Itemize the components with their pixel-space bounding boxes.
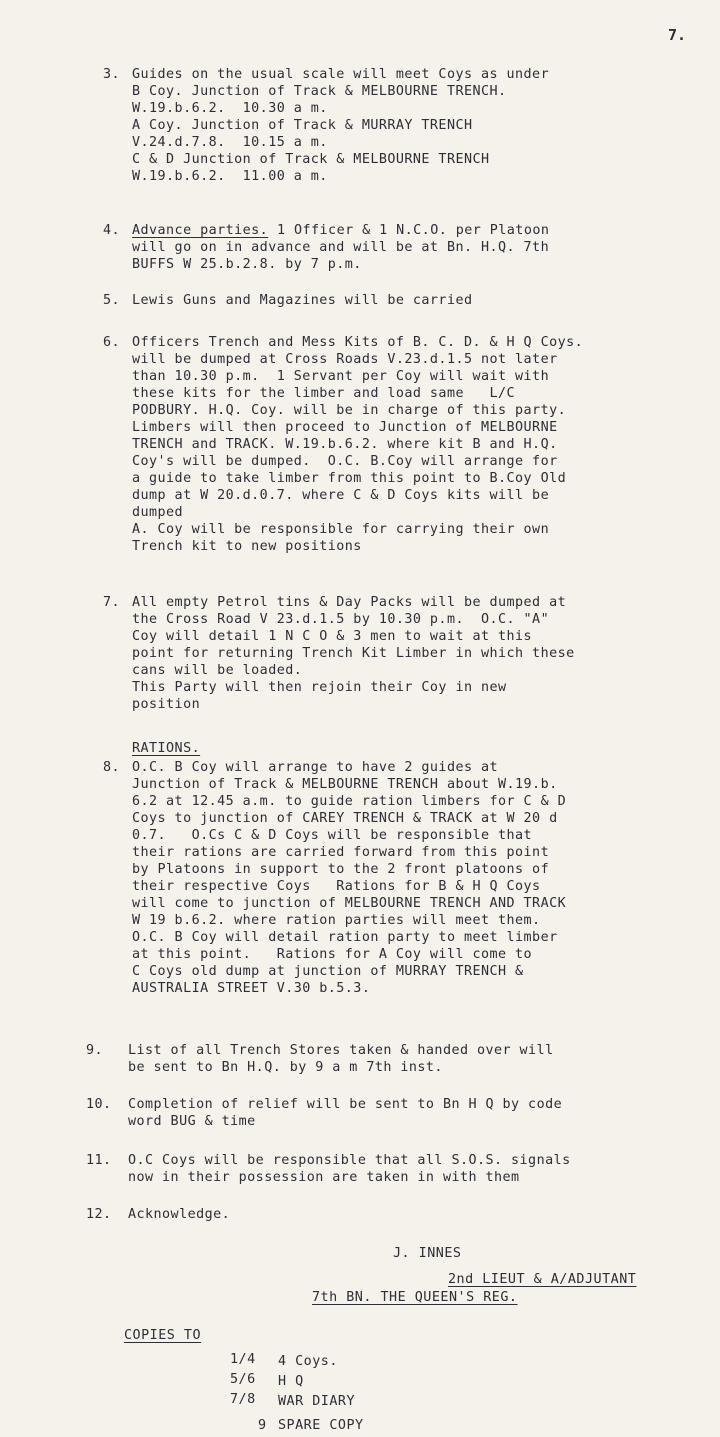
item-text-line: dump at W 20.d.0.7. where C & D Coys kits will be	[132, 488, 550, 503]
item-text-line: a guide to take limber from this point to B.Coy Old	[132, 471, 567, 486]
item-text-line: word BUG & time	[128, 1114, 256, 1129]
item-text-line: Guides on the usual scale will meet Coys as under	[132, 67, 550, 82]
item-number: 5.	[103, 293, 121, 308]
copies-heading: COPIES TO	[124, 1328, 202, 1343]
item-text-line: Limbers will then proceed to Junction of MELBOURNE	[132, 420, 558, 435]
signature-rank: 2nd LIEUT & A/ADJUTANT	[448, 1272, 637, 1287]
item-text-line: A. Coy will be responsible for carrying their own	[132, 522, 550, 537]
item-text-line: the Cross Road V 23.d.1.5 by 10.30 p.m. O.C. "A"	[132, 612, 550, 627]
item-text-line: cans will be loaded.	[132, 663, 303, 678]
item-text-line: dumped	[132, 505, 184, 520]
item-heading: RATIONS.	[132, 741, 201, 756]
item-number: 12.	[86, 1207, 112, 1222]
item-text-line: than 10.30 p.m. 1 Servant per Coy will wait with	[132, 369, 550, 384]
page-number: 7.	[668, 26, 687, 44]
item-number: 6.	[103, 335, 121, 350]
item-text-line: C Coys old dump at junction of MURRAY TRENCH &	[132, 964, 524, 979]
item-text-line: AUSTRALIA STREET V.30 b.5.3.	[132, 981, 371, 996]
copy-number: 1/4	[230, 1352, 256, 1367]
item-number: 4.	[103, 223, 121, 238]
item-text-line: W.19.b.6.2. 10.30 a m.	[132, 101, 328, 116]
item-text-line: PODBURY. H.Q. Coy. will be in charge of this party.	[132, 403, 567, 418]
item-text-line: will come to junction of MELBOURNE TRENCH AND TRACK	[132, 896, 567, 911]
item-text-line: 6.2 at 12.45 a.m. to guide ration limbers for C & D	[132, 794, 567, 809]
item-number: 10.	[86, 1097, 112, 1112]
signature-unit: 7th BN. THE QUEEN'S REG.	[312, 1290, 518, 1305]
item-text-line: Coys to junction of CAREY TRENCH & TRACK at W 20 d	[132, 811, 558, 826]
item-text-line: This Party will then rejoin their Coy in new	[132, 680, 507, 695]
item-text-line: Junction of Track & MELBOURNE TRENCH about W.19.b.	[132, 777, 558, 792]
item-text-line: now in their possession are taken in with them	[128, 1170, 520, 1185]
item-text-line: Completion of relief will be sent to Bn H Q by code	[128, 1097, 563, 1112]
item-text-line: O.C. B Coy will arrange to have 2 guides at	[132, 760, 499, 775]
item-text-line: Coy's will be dumped. O.C. B.Coy will arrange for	[132, 454, 558, 469]
item-text-line: their respective Coys Rations for B & H Q Coys	[132, 879, 541, 894]
copy-number: 9	[258, 1418, 267, 1433]
copy-recipient: WAR DIARY	[278, 1394, 356, 1409]
item-text-line: BUFFS W 25.b.2.8. by 7 p.m.	[132, 257, 362, 272]
item-text-line: V.24.d.7.8. 10.15 a m.	[132, 135, 328, 150]
item-text-line: All empty Petrol tins & Day Packs will be dumped at	[132, 595, 567, 610]
item-text-line: will be dumped at Cross Roads V.23.d.1.5 not later	[132, 352, 558, 367]
item-number: 3.	[103, 67, 121, 82]
item-text-line: A Coy. Junction of Track & MURRAY TRENCH	[132, 118, 473, 133]
item-number: 9.	[86, 1043, 104, 1058]
item-text-line: W 19 b.6.2. where ration parties will meet them.	[132, 913, 541, 928]
item-text-line: point for returning Trench Kit Limber in which these	[132, 646, 575, 661]
item-text-line: Coy will detail 1 N C O & 3 men to wait at this	[132, 629, 533, 644]
item-text-line: TRENCH and TRACK. W.19.b.6.2. where kit B and H.Q.	[132, 437, 558, 452]
item-text-line: be sent to Bn H.Q. by 9 a m 7th inst.	[128, 1060, 443, 1075]
item-text-line: Lewis Guns and Magazines will be carried	[132, 293, 473, 308]
signature-name: J. INNES	[393, 1246, 462, 1261]
item-text-line: these kits for the limber and load same L/C	[132, 386, 516, 401]
item-text-line: by Platoons in support to the 2 front platoons of	[132, 862, 550, 877]
item-text-line: Acknowledge.	[128, 1207, 231, 1222]
item-text-line: List of all Trench Stores taken & handed over will	[128, 1043, 554, 1058]
item-text-line: their rations are carried forward from this point	[132, 845, 550, 860]
item-heading: Advance parties.	[132, 223, 269, 238]
item-text-line: 1 Officer & 1 N.C.O. per Platoon	[268, 223, 550, 238]
item-text-line: position	[132, 697, 201, 712]
item-text-line: will go on in advance and will be at Bn. H.Q. 7th	[132, 240, 550, 255]
item-number: 11.	[86, 1153, 112, 1168]
copy-number: 5/6	[230, 1372, 256, 1387]
item-text-line: at this point. Rations for A Coy will come to	[132, 947, 533, 962]
item-text-line: W.19.b.6.2. 11.00 a m.	[132, 169, 328, 184]
copy-recipient: 4 Coys.	[278, 1354, 338, 1369]
item-text-line: O.C Coys will be responsible that all S.O.S. signals	[128, 1153, 571, 1168]
copy-number: 7/8	[230, 1392, 256, 1407]
item-text-line: C & D Junction of Track & MELBOURNE TRENCH	[132, 152, 490, 167]
item-number: 8.	[103, 760, 121, 775]
item-text-line: Officers Trench and Mess Kits of B. C. D. & H Q Coys.	[132, 335, 584, 350]
item-text-line: Trench kit to new positions	[132, 539, 362, 554]
item-text-line: O.C. B Coy will detail ration party to meet limber	[132, 930, 558, 945]
item-text-line: 0.7. O.Cs C & D Coys will be responsible that	[132, 828, 533, 843]
item-number: 7.	[103, 595, 121, 610]
copy-recipient: SPARE COPY	[278, 1418, 364, 1433]
item-text-line: B Coy. Junction of Track & MELBOURNE TRENCH.	[132, 84, 507, 99]
copy-recipient: H Q	[278, 1374, 304, 1389]
